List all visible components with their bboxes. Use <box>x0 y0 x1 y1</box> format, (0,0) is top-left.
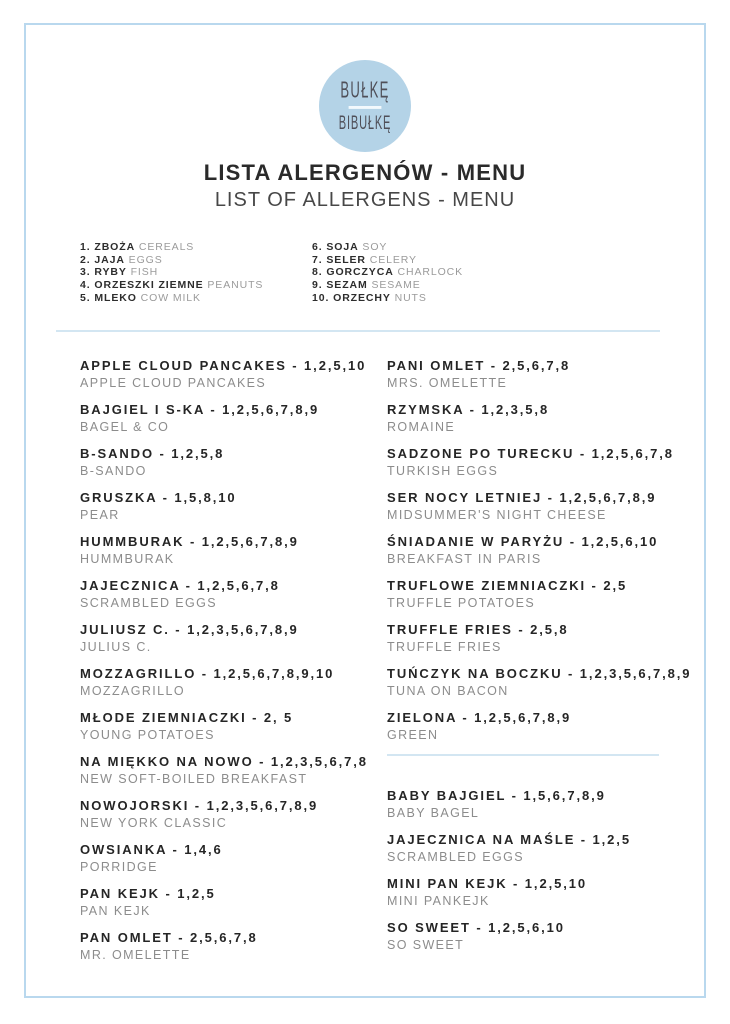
menu-item <box>387 402 704 435</box>
menu-item <box>387 666 704 699</box>
menu-item-translation: MIDSUMMER'S NIGHT CHEESE <box>387 507 607 522</box>
menu-item-title: PAN KEJK - 1,2,5 <box>80 885 216 901</box>
menu-item-title: RZYMSKA - 1,2,3,5,8 <box>387 401 550 417</box>
allergen-number-and-name: 5. MLEKO <box>80 291 137 304</box>
menu-right-main-section <box>387 358 704 743</box>
allergen-number-and-name: 1. ZBOŻA <box>80 241 136 253</box>
menu-item <box>387 490 704 523</box>
menu-item-translation: MR. OMELETTE <box>80 947 191 962</box>
menu-item-translation: MINI PANKEJK <box>387 893 490 908</box>
allergen-translation: FISH <box>130 266 159 279</box>
menu-item-title: BAJGIEL I S-KA - 1,2,5,6,7,8,9 <box>80 401 320 417</box>
menu-item-title: BABY BAJGIEL - 1,5,6,7,8,9 <box>387 787 606 803</box>
menu-item-title: TUŃCZYK NA BOCZKU - 1,2,3,5,6,7,8,9 <box>387 665 692 681</box>
menu-item-translation: BREAKFAST IN PARIS <box>387 551 542 566</box>
allergen-number-and-name: 3. RYBY <box>80 266 127 279</box>
menu-item-title: TRUFFLE FRIES - 2,5,8 <box>387 621 569 637</box>
logo-text-line2: BIBUŁKĘ <box>338 111 392 134</box>
menu-item-translation: ROMAINE <box>387 419 456 434</box>
menu-item-title: ŚNIADANIE W PARYŻU - 1,2,5,6,10 <box>387 533 659 549</box>
menu-item-title: SO SWEET - 1,2,5,6,10 <box>387 919 565 935</box>
menu-item-title: MINI PAN KEJK - 1,2,5,10 <box>387 875 587 891</box>
allergen-number-and-name: 8. GORCZYCA <box>312 266 394 279</box>
menu-right-bottom-section <box>387 788 704 953</box>
menu-item-translation: PEAR <box>80 507 120 522</box>
allergen-translation: EGGS <box>128 253 163 266</box>
menu-item <box>387 534 704 567</box>
allergen-number-and-name: 10. ORZECHY <box>312 291 391 304</box>
menu-item-translation: YOUNG POTATOES <box>80 727 215 742</box>
allergen-legend-column-2 <box>312 241 704 305</box>
menu-item <box>80 666 387 699</box>
menu-item-translation: APPLE CLOUD PANCAKES <box>80 375 267 390</box>
menu-item-title: OWSIANKA - 1,4,6 <box>80 841 223 857</box>
menu-item-title: ZIELONA - 1,2,5,6,7,8,9 <box>387 709 572 725</box>
menu-item <box>80 446 387 479</box>
menu-item-translation: TRUFFLE POTATOES <box>387 595 536 610</box>
menu-item-title: JAJECZNICA - 1,2,5,6,7,8 <box>80 577 280 593</box>
menu-item-translation: BAGEL & CO <box>80 419 170 434</box>
menu-item-title: HUMMBURAK - 1,2,5,6,7,8,9 <box>80 533 299 549</box>
menu-item-title: NA MIĘKKO NA NOWO - 1,2,3,5,6,7,8 <box>80 753 368 769</box>
menu-item <box>80 710 387 743</box>
menu-item <box>387 788 704 821</box>
menu-item-title: NOWOJORSKI - 1,2,3,5,6,7,8,9 <box>80 797 319 813</box>
menu-item <box>80 754 387 787</box>
sub-section-divider <box>387 754 659 756</box>
allergen-legend-item <box>312 292 704 305</box>
menu-item-translation: GREEN <box>387 727 439 742</box>
allergen-legend-item <box>80 292 312 305</box>
menu-item <box>80 490 387 523</box>
menu-item <box>387 876 704 909</box>
allergen-legend-item <box>312 266 704 279</box>
menu-item-title: PAN OMLET - 2,5,6,7,8 <box>80 929 258 945</box>
menu-column-right <box>387 358 704 964</box>
menu-item <box>80 534 387 567</box>
menu-item-title: JAJECZNICA NA MAŚLE - 1,2,5 <box>387 831 631 847</box>
menu-column-left <box>80 358 387 974</box>
menu-item <box>80 578 387 611</box>
menu-item <box>80 402 387 435</box>
menu-item-translation: BABY BAGEL <box>387 805 480 820</box>
allergen-legend-item <box>80 241 312 254</box>
logo-text-line1: BUŁKĘ <box>340 78 390 104</box>
menu-columns <box>80 358 704 974</box>
menu-item-translation: JULIUS C. <box>80 639 152 654</box>
allergen-translation: PEANUTS <box>207 279 264 292</box>
menu-item-translation: NEW YORK CLASSIC <box>80 815 228 830</box>
menu-item <box>387 832 704 865</box>
menu-item-title: MŁODE ZIEMNIACZKI - 2, 5 <box>80 709 294 725</box>
menu-item-title: GRUSZKA - 1,5,8,10 <box>80 489 237 505</box>
menu-item-title: B-SANDO - 1,2,5,8 <box>80 445 225 461</box>
allergen-legend-item <box>80 254 312 267</box>
menu-item-translation: TURKISH EGGS <box>387 463 499 478</box>
menu-item <box>80 358 387 391</box>
allergen-legend-item <box>312 241 704 254</box>
menu-item-translation: B-SANDO <box>80 463 147 478</box>
allergen-legend <box>80 241 704 305</box>
menu-item-title: JULIUSZ C. - 1,2,3,5,6,7,8,9 <box>80 621 299 637</box>
menu-item-translation: SO SWEET <box>387 937 465 952</box>
page-title: LISTA ALERGENÓW - MENU <box>203 160 527 185</box>
menu-item-title: TRUFLOWE ZIEMNIACZKI - 2,5 <box>387 577 628 593</box>
allergen-translation: SESAME <box>371 279 421 292</box>
allergen-number-and-name: 9. SEZAM <box>312 279 368 292</box>
allergen-translation: CELERY <box>369 253 417 266</box>
allergen-number-and-name: 7. SELER <box>312 253 366 266</box>
menu-item <box>387 710 704 743</box>
menu-item <box>387 578 704 611</box>
menu-item-translation: MOZZAGRILLO <box>80 683 185 698</box>
menu-item-translation: NEW SOFT-BOILED BREAKFAST <box>80 771 308 786</box>
menu-item-title: APPLE CLOUD PANCAKES - 1,2,5,10 <box>80 357 367 373</box>
menu-item <box>387 446 704 479</box>
menu-item-translation: MRS. OMELETTE <box>387 375 508 390</box>
allergen-legend-item <box>312 279 704 292</box>
allergen-translation: NUTS <box>394 291 427 304</box>
menu-item-translation: PORRIDGE <box>80 859 158 874</box>
menu-item-translation: TRUFFLE FRIES <box>387 639 502 654</box>
page-border-frame <box>24 23 706 998</box>
menu-item <box>80 842 387 875</box>
menu-item <box>80 886 387 919</box>
brand-logo <box>319 60 411 152</box>
allergen-number-and-name: 4. ORZESZKI ZIEMNE <box>80 279 204 292</box>
menu-item <box>387 622 704 655</box>
allergen-legend-column-1 <box>80 241 312 305</box>
allergen-legend-item <box>80 279 312 292</box>
menu-item-translation: SCRAMBLED EGGS <box>80 595 217 610</box>
menu-item <box>80 930 387 963</box>
menu-item-title: SADZONE PO TURECKU - 1,2,5,6,7,8 <box>387 445 674 461</box>
allergen-translation: SOY <box>362 241 388 253</box>
menu-item <box>387 920 704 953</box>
menu-item-translation: HUMMBURAK <box>80 551 175 566</box>
allergen-number-and-name: 2. JAJA <box>80 253 125 266</box>
allergen-translation: COW MILK <box>140 291 201 304</box>
section-divider <box>56 330 660 332</box>
menu-item-title: SER NOCY LETNIEJ - 1,2,5,6,7,8,9 <box>387 489 657 505</box>
allergen-number-and-name: 6. SOJA <box>312 241 359 253</box>
menu-item-translation: PAN KEJK <box>80 903 151 918</box>
menu-item <box>387 358 704 391</box>
menu-item-translation: TUNA ON BACON <box>387 683 509 698</box>
page-subtitle: LIST OF ALLERGENS - MENU <box>214 189 516 211</box>
allergen-legend-item <box>312 254 704 267</box>
allergen-translation: CEREALS <box>138 241 195 253</box>
menu-item-title: MOZZAGRILLO - 1,2,5,6,7,8,9,10 <box>80 665 335 681</box>
menu-item <box>80 622 387 655</box>
menu-item <box>80 798 387 831</box>
menu-item-title: PANI OMLET - 2,5,6,7,8 <box>387 357 571 373</box>
brand-logo-text <box>339 78 392 133</box>
allergen-translation: CHARLOCK <box>397 266 464 279</box>
allergen-legend-item <box>80 266 312 279</box>
menu-item-translation: SCRAMBLED EGGS <box>387 849 524 864</box>
logo-divider-line <box>349 106 382 109</box>
